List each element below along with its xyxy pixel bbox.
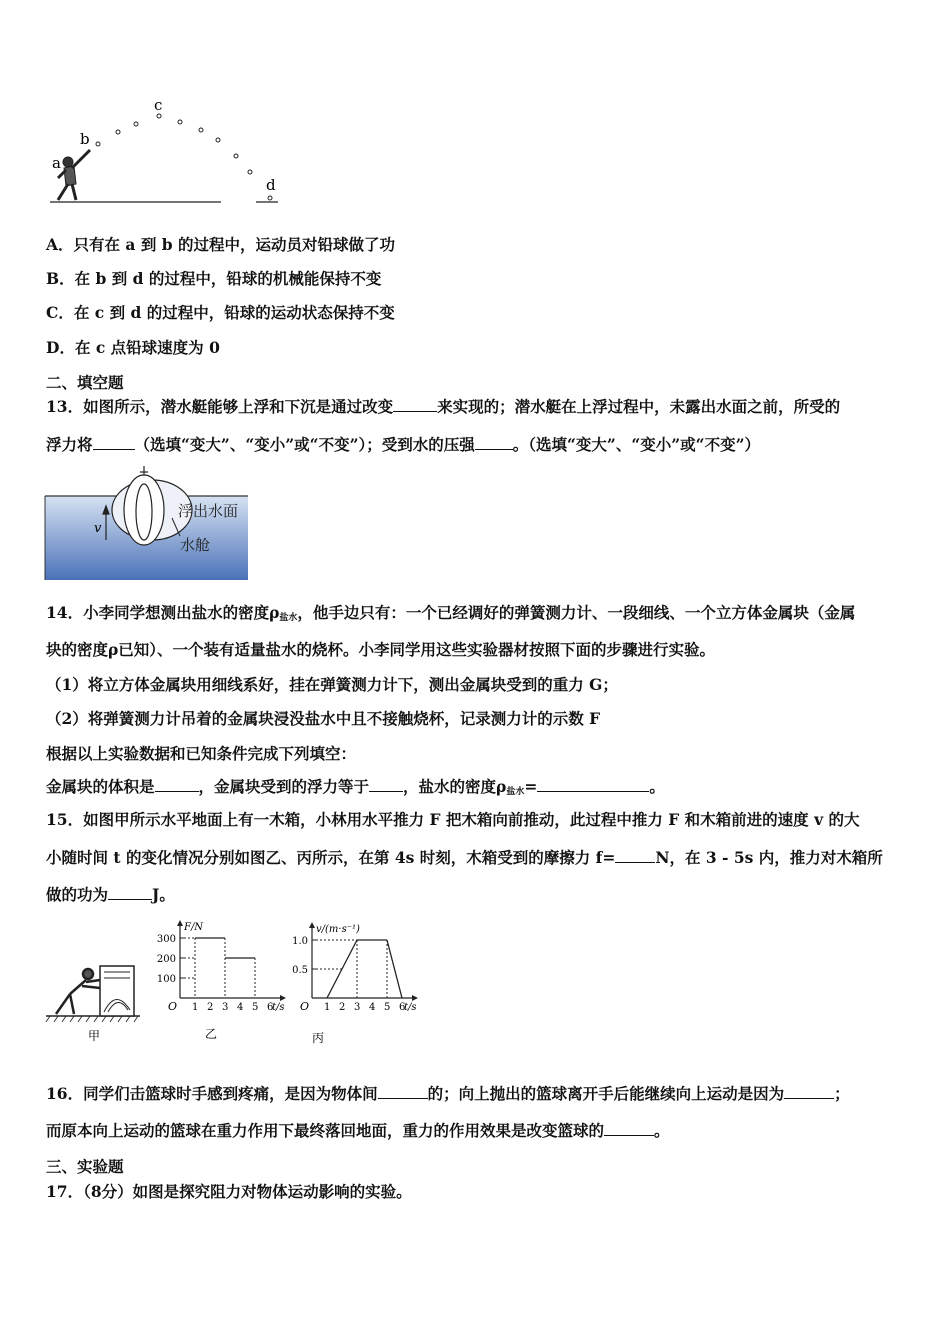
x-tick-label: 2 <box>207 1002 214 1013</box>
push-box-figure <box>44 958 144 1044</box>
label-v: v <box>94 521 102 536</box>
y-axis-arrow <box>309 922 315 928</box>
label-c: c <box>154 98 163 114</box>
x-tick-label: 6 <box>399 1002 406 1013</box>
q14-line3: （1）将立方体金属块用细线系好，挂在弹簧测力计下，测出金属块受到的重力 G； <box>46 675 618 694</box>
x-tick-label: 1 <box>324 1002 331 1013</box>
x-axis-arrow <box>280 995 286 1001</box>
velocity-time-chart <box>288 914 433 1044</box>
x-axis-label: t/s <box>272 1002 285 1013</box>
chart-caption-bing: 丙 <box>312 1031 325 1044</box>
submarine-figure <box>44 466 250 582</box>
q14-line1: 14．小李同学想测出盐水的密度ρ盐水，他手边只有：一个已经调好的弹簧测力计、一段细线、一个立方体金属块（金属 <box>46 603 856 623</box>
q14-line6: 金属块的体积是 ，金属块受到的浮力等于 ，盐水的密度ρ盐水= 。 <box>46 777 665 797</box>
x-tick-label: 2 <box>339 1002 346 1013</box>
q13-line1: 13．如图所示，潜水艇能够上浮和下沉是通过改变 来实现的；潜水艇在上浮过程中，未露出水面之前，所受的 <box>46 397 841 416</box>
x-tick-label: 3 <box>222 1002 229 1013</box>
option-c: C．在 c 到 d 的过程中，铅球的运动状态保持不变 <box>46 303 395 322</box>
q15-line3: 做的功为 J。 <box>46 885 175 904</box>
shot-put-figure <box>46 98 286 208</box>
x-axis-label: t/s <box>404 1002 417 1013</box>
section-title-fill: 二、填空题 <box>46 373 124 392</box>
q15-line2: 小随时间 t 的变化情况分别如图乙、丙所示，在第 4s 时刻，木箱受到的摩擦力 f= N，在 3 - 5s 内，推力对木箱所 <box>46 848 883 867</box>
q14-line2: 块的密度ρ已知）、一个装有适量盐水的烧杯。小李同学用这些实验器材按照下面的步骤进行实验。 <box>46 640 716 659</box>
origin-label: O <box>168 1000 178 1013</box>
x-axis-arrow <box>412 995 418 1001</box>
x-tick-label: 4 <box>369 1002 376 1013</box>
y-tick-label: 1.0 <box>292 936 308 947</box>
origin-label: O <box>300 1000 310 1013</box>
option-a: A．只有在 a 到 b 的过程中，运动员对铅球做了功 <box>46 235 395 254</box>
q16-line1: 16．同学们击篮球时手感到疼痛，是因为物体间 的；向上抛出的篮球离开手后能继续向上运动是因为 ； <box>46 1084 850 1103</box>
x-tick-label: 3 <box>354 1002 361 1013</box>
velocity-segment <box>387 940 402 998</box>
label-b: b <box>80 130 90 148</box>
q16-line2: 而原本向上运动的篮球在重力作用下最终落回地面，重力的作用效果是改变篮球的 。 <box>46 1121 670 1140</box>
section-title-experiment: 三、实验题 <box>46 1157 124 1176</box>
label-a: a <box>52 154 61 172</box>
y-axis-arrow <box>177 920 183 926</box>
athlete-figure <box>58 150 90 200</box>
y-axis-label: v/(m·s⁻¹) <box>316 924 360 935</box>
y-tick-label: 200 <box>156 954 176 965</box>
label-cabin: 水舱 <box>180 536 211 554</box>
y-axis-label: F/N <box>184 922 204 933</box>
label-d: d <box>266 176 276 194</box>
chart-caption-yi: 乙 <box>205 1027 218 1041</box>
x-tick-label: 5 <box>384 1002 391 1013</box>
q13-line2: 浮力将 （选填“变大”、“变小”或“不变”）；受到水的压强 。（选填“变大”、“变小”或“不变”） <box>46 435 761 454</box>
person-figure <box>56 969 100 1014</box>
q14-line5: 根据以上实验数据和已知条件完成下列填空： <box>46 744 357 763</box>
x-tick-label: 6 <box>267 1002 274 1013</box>
x-tick-label: 5 <box>252 1002 259 1013</box>
label-surface: 浮出水面 <box>178 502 239 520</box>
y-tick-label: 300 <box>156 934 176 945</box>
q15-line1: 15．如图甲所示水平地面上有一木箱，小林用水平推力 F 把木箱向前推动，此过程中推力 F 和木箱前进的速度 v 的大 <box>46 810 860 829</box>
y-tick-label: 100 <box>156 974 176 985</box>
q17-line1: 17．（8分）如图是探究阻力对物体运动影响的实验。 <box>46 1182 412 1201</box>
option-d: D．在 c 点铅球速度为 0 <box>46 338 220 357</box>
x-tick-label: 4 <box>237 1002 244 1013</box>
y-tick-label: 0.5 <box>292 965 308 976</box>
caption-jia: 甲 <box>88 1029 101 1043</box>
force-time-chart <box>150 914 290 1044</box>
option-b: B．在 b 到 d 的过程中，铅球的机械能保持不变 <box>46 269 382 288</box>
x-tick-label: 1 <box>192 1002 199 1013</box>
q14-line4: （2）将弹簧测力计吊着的金属块浸没盐水中且不接触烧杯，记录测力计的示数 F <box>46 709 601 728</box>
